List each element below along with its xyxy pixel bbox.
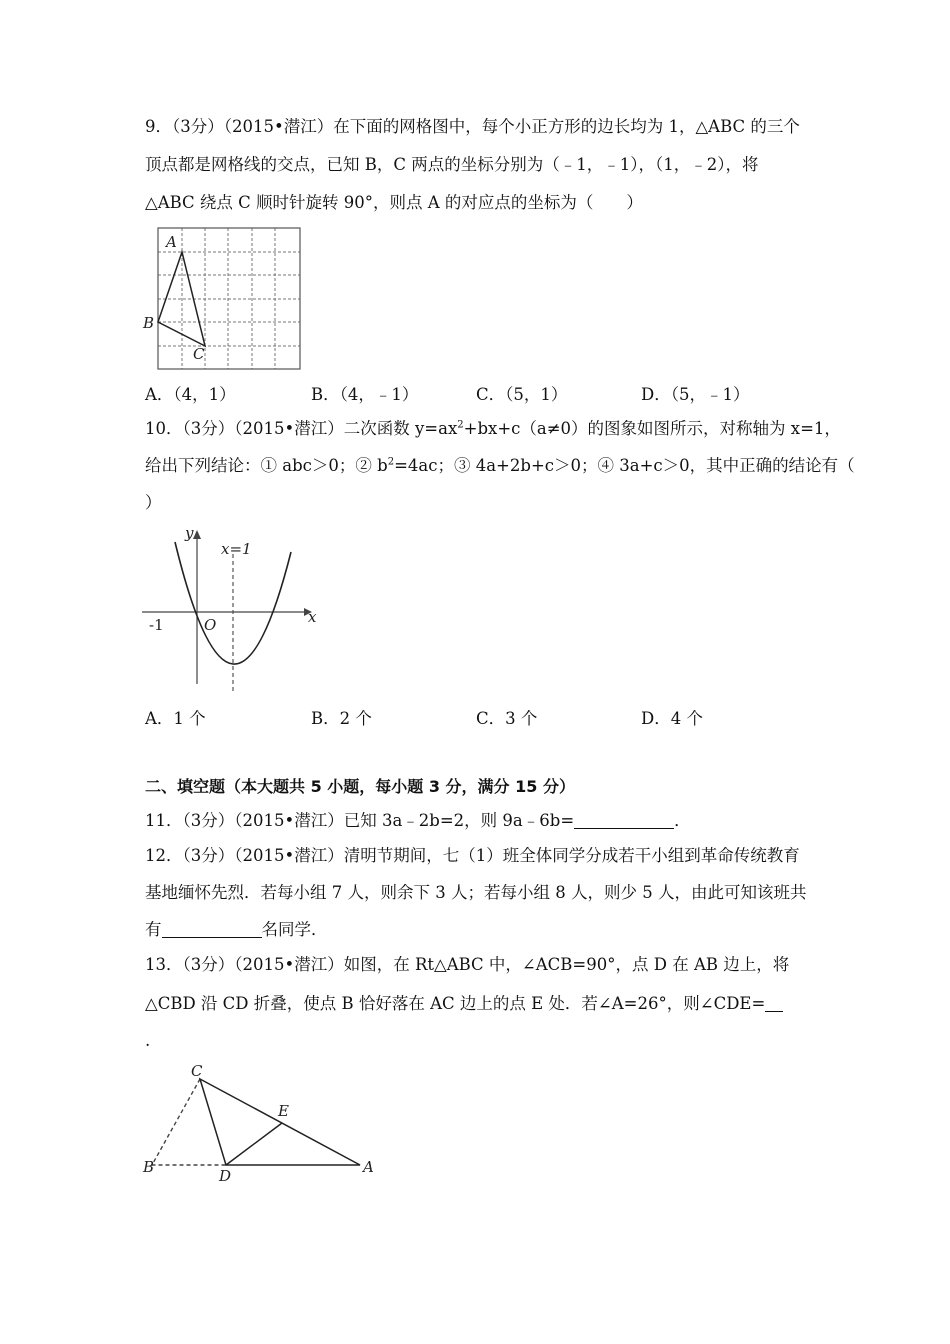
- x-label: x: [308, 608, 317, 626]
- triangle-acd: [200, 1079, 360, 1165]
- q9-option-d: D．（5，﹣1）: [641, 385, 750, 404]
- q9-line-3: △ABC 绕点 C 顺时针旋转 90°，则点 A 的对应点的坐标为（ ）: [145, 193, 643, 212]
- label-c: C: [193, 345, 205, 363]
- label-a: A: [363, 1158, 374, 1176]
- q13-line-2: △CBD 沿 CD 折叠，使点 B 恰好落在 AC 边上的点 E 处．若∠A=26°，则∠CDE=: [145, 993, 783, 1015]
- q10-parabola-graph: [140, 522, 330, 697]
- q10-option-d: D．4 个: [641, 709, 703, 728]
- dashed-folded-edges: [152, 1079, 226, 1165]
- q9-grid-figure: [140, 225, 310, 375]
- origin-label: O: [204, 616, 217, 634]
- neg-one-label: -1: [149, 616, 164, 634]
- q10-option-b: B．2 个: [311, 709, 372, 728]
- label-b: B: [143, 1158, 155, 1176]
- q10-line-3: ）: [145, 493, 162, 512]
- segment-de: [226, 1123, 282, 1165]
- q9-option-c: C．（5，1）: [476, 385, 568, 404]
- grid: [158, 228, 300, 369]
- y-label: y: [185, 524, 194, 542]
- label-b: B: [143, 314, 155, 332]
- q10-line-1: 10．（3分）（2015•潜江）二次函数 $y=ax^2+bx+c(a\ne 0)$的图象如图所示，对称轴为 x=1，: [145, 419, 841, 438]
- label-d: D: [219, 1167, 232, 1185]
- q9-option-a: A．（4，1）: [145, 385, 236, 404]
- q9-option-b: B．（4，﹣1）: [311, 385, 419, 404]
- label-c: C: [191, 1062, 203, 1080]
- q13-line-1: 13．（3分）（2015•潜江）如图，在 Rt△ABC 中，∠ACB=90°，点 D 在 AB 边上，将: [145, 955, 790, 974]
- q10-line-2: 给出下列结论：① abc＞0；② $b^2=4ac$；③ 4a+2b+c＞0；④ 3a+c＞0，其中正确的结论有（: [145, 456, 855, 475]
- q12-answer-blank[interactable]: [162, 921, 262, 938]
- label-a: A: [166, 233, 177, 251]
- symmetry-label: x=1: [221, 540, 252, 558]
- q9-line-1: 9．（3分）（2015•潜江）在下面的网格图中，每个小正方形的边长均为 1，△ABC 的三个: [145, 117, 800, 136]
- q11-answer-blank[interactable]: [574, 812, 674, 829]
- label-e: E: [278, 1102, 289, 1120]
- q12-line-2: 基地缅怀先烈．若每小组 7 人，则余下 3 人；若每小组 8 人，则少 5 人，由此可知该班共: [145, 883, 807, 902]
- y-axis-arrow: [193, 530, 201, 539]
- q10-option-a: A．1 个: [145, 709, 206, 728]
- q12-line-3: 有 名同学．: [145, 920, 328, 939]
- q11-line: 11．（3分）（2015•潜江）已知 3a﹣2b=2，则 9a﹣6b= ．: [145, 811, 691, 830]
- q13-line-3: .: [145, 1031, 151, 1050]
- q9-line-2: 顶点都是网格线的交点，已知 B，C 两点的坐标分别为（﹣1，﹣1），（1，﹣2），将: [145, 155, 759, 174]
- q13-answer-blank[interactable]: [765, 995, 783, 1012]
- q12-line-1: 12．（3分）（2015•潜江）清明节期间，七（1）班全体同学分成若干小组到革命传统教育: [145, 846, 800, 865]
- section-2-heading: 二、填空题（本大题共 5 小题，每小题 3 分，满分 15 分）: [145, 777, 575, 796]
- q10-option-c: C．3 个: [476, 709, 538, 728]
- q13-triangle-figure: [140, 1058, 385, 1183]
